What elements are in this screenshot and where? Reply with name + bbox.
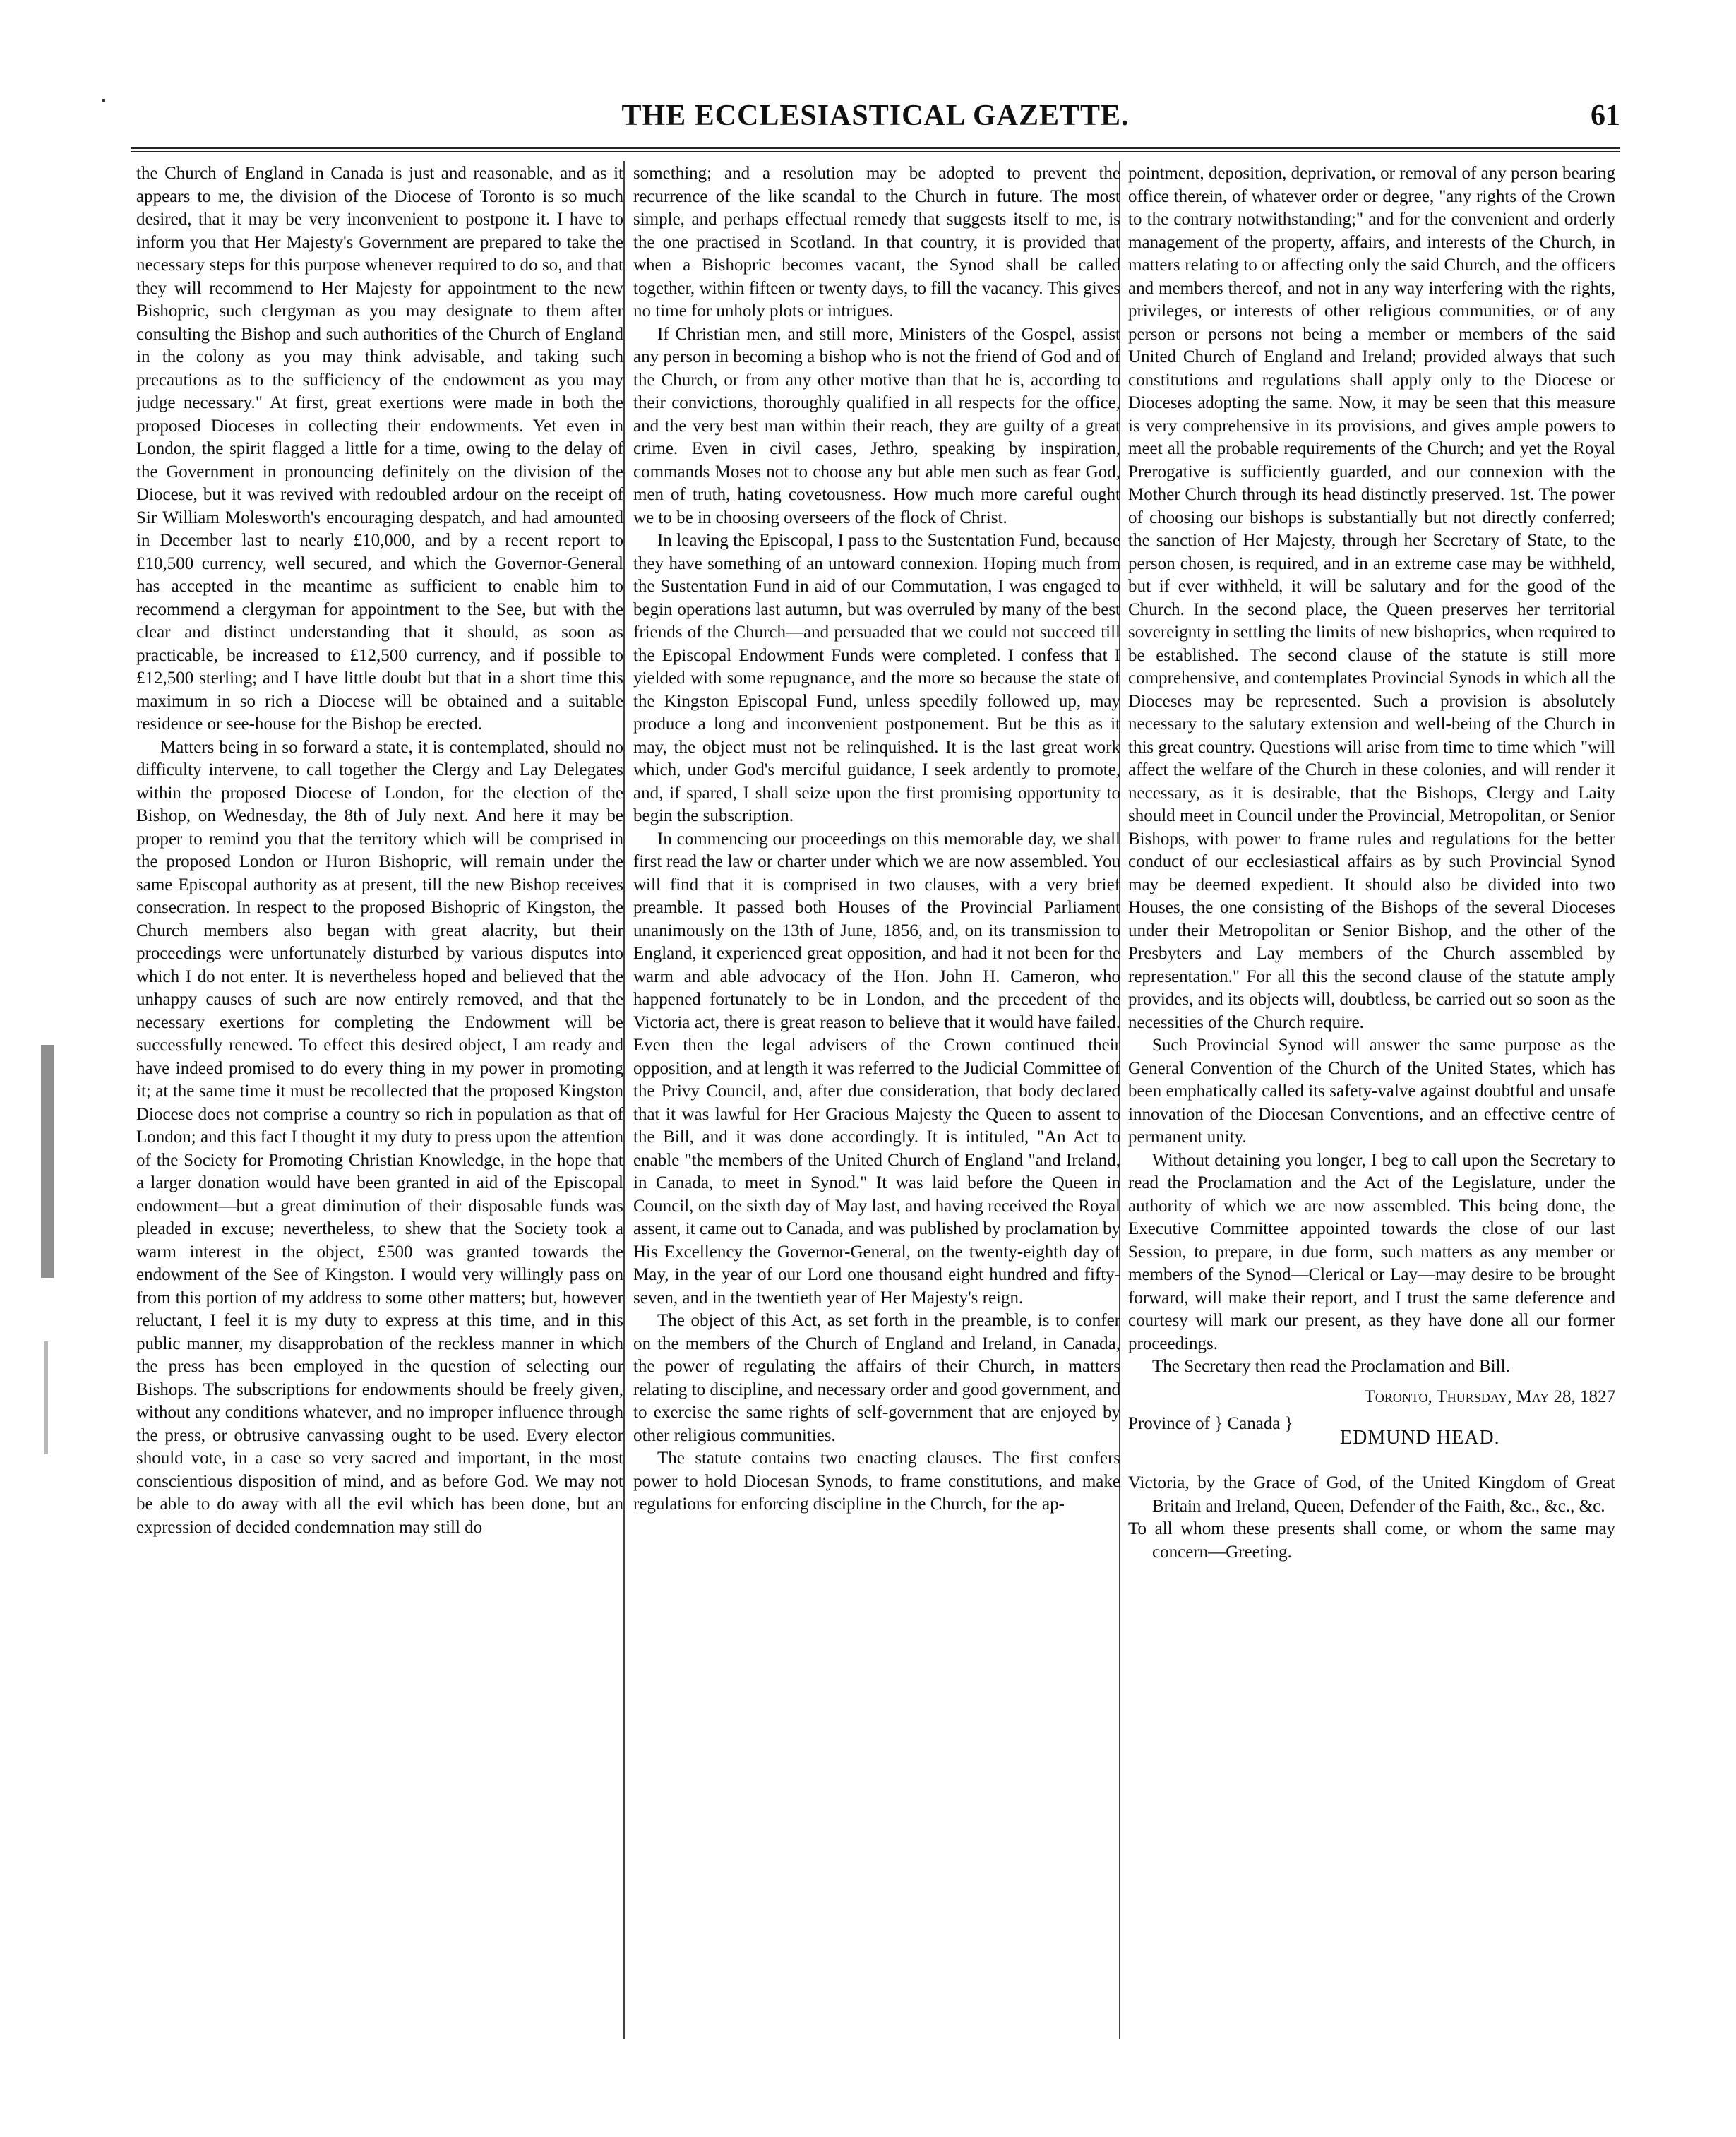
paragraph: In commencing our proceedings on this memorable day, we shall first read the law or charter under which we are now assembled. You will find that it is comprised in two clauses, with a very brief preamble. It passed both Houses of the Provincial Parliament unanimously on the 13th of June, 1856, and, on its transmission to England, it experienced great opposition, and had it not been for the warm and able advocacy of the Hon. John H. Cameron, who happened fortunately to be in London, and the precedent of the Victoria act, there is great reason to believe that it would have failed. Even then the legal advisers of the Crown continued their opposition, and at length it was referred to the Judicial Committee of the Privy Council, and, after due consideration, that body declared that it was lawful for Her Gracious Majesty the Queen to assent to the Bill, and it was done accordingly. It is intituled, "An Act to enable "the members of the United Church of England "and Ireland, in Canada, to meet in Synod." It was laid before the Queen in Council, on the sixth day of May last, and having received the Royal assent, it came out to Canada, and was published by proclamation by His Excellency the Governor-General, on the twenty-eighth day of May, in the year of our Lord one thousand eight hundred and fifty-seven, and in the twentieth year of Her Majesty's reign.: [633, 829, 1120, 1307]
paragraph: the Church of England in Canada is just and reasonable, and as it appears to me, the division of the Diocese of Toronto is so much desired, that it may be very inconvenient to postpone it. I have to inform you that Her Majesty's Government are prepared to take the necessary steps for this purpose whenever required to do so, and that they will recommend to Her Majesty for appointment to the new Bishopric, such clergyman as you may designate to them after consulting the Bishop and such authorities of the Church of England in the colony as you may think advisable, and taking such precautions as to the sufficiency of the endowment as you may judge necessary." At first, great exertions were made in both the proposed Dioceses in collecting their endowments. Yet even in London, the spirit flagged a little for a time, owing to the delay of the Government in pronouncing definitely on the division of the Diocese, but it was revived with redoubled ardour on the receipt of Sir William Molesworth's encouraging despatch, and had amounted in December last to nearly £10,000, and by a recent report to £10,500 currency, well secured, and which the Governor-General has accepted in the meantime as sufficient to enable him to recommend a clergyman for appointment to the See, but with the clear and distinct understanding that it should, as soon as practicable, be increased to £12,500 currency, and if possible to £12,500 sterling; and I have little doubt but that in a short time this maximum in so rich a Diocese will be obtained and a suitable residence or see-house for the Bishop be erected.: [136, 164, 623, 734]
scan-dot: [102, 99, 105, 102]
paragraph: The object of this Act, as set forth in the preamble, is to confer on the members of the Church of England and Ireland, in Canada, the power of regulating the affairs of their Church, in matters relating to discipline, and necessary order and good government, and to exercise the same rights of self-government that are enjoyed by other religious communities.: [633, 1311, 1120, 1445]
governor-signature: EDMUND HEAD.: [1340, 1427, 1500, 1449]
header-rule: [131, 147, 1620, 149]
page-header: [131, 99, 1620, 148]
paragraph: If Christian men, and still more, Ministers of the Gospel, assist any person in becoming a bishop who is not the friend of God and of the Church, or from any other motive than that he is, according to their convictions, thoroughly qualified in all respects for the office, and the very best man within their reach, they are guilty of a great crime. Even in civil cases, Jethro, speaking by inspiration, commands Moses not to choose any but able men such as fear God, men of truth, hating covetousness. How much more careful ought we to be in choosing overseers of the flock of Christ.: [633, 324, 1120, 527]
scan-margin-mark: [44, 1341, 48, 1454]
paragraph: Without detaining you longer, I beg to call upon the Secretary to read the Proclamation and the Act of the Legislature, under the authority of which we are now assembled. This being done, the Executive Committee appointed towards the close of our last Session, to prepare, in due form, such matters as any member or members of the Synod—Clerical or Lay—may desire to be brought forward, will make their report, and I trust the same deference and courtesy will mark our present, as they have done all our former proceedings.: [1128, 1150, 1615, 1353]
province-label: Province of } Canada }: [1128, 1414, 1293, 1433]
paragraph: The statute contains two enacting clauses. The first confers power to hold Diocesan Synods, to frame constitutions, and make regulations for enforcing discipline in the Church, for the ap-: [633, 1449, 1120, 1514]
scan-margin-mark: [41, 1045, 54, 1278]
proclamation-greeting: To all whom these presents shall come, or whom the same may concern—Greeting.: [1128, 1519, 1615, 1562]
header-rule-thin: [131, 151, 1620, 152]
paragraph: Matters being in so forward a state, it is contemplated, should no difficulty intervene, to call together the Clergy and Lay Delegates within the proposed Diocese of London, for the election of the Bishop, on Wednesday, the 8th of July next. And here it may be proper to remind you that the territory which will be comprised in the proposed London or Huron Bishopric, will remain under the same Episcopal authority as at present, till the new Bishop receives consecration. In respect to the proposed Bishopric of Kingston, the Church members also began with great alacrity, but their proceedings were unfortunately disturbed by various disputes into which I do not enter. It is nevertheless hoped and believed that the unhappy causes of such are now entirely removed, and that the necessary exertions for completing the Endowment will be successfully renewed. To effect this desired object, I am ready and have indeed promised to do every thing in my power in promoting it; at the same time it must be recollected that the proposed Kingston Diocese does not comprise a country so rich in population as that of London; and this fact I thought it my duty to press upon the attention of the Society for Promoting Christian Knowledge, in the hope that a larger donation would have been granted in aid of the Episcopal endowment—but a great diminution of their disposable funds was pleaded in excuse; nevertheless, to shew that the Society took a warm interest in the object, £500 was granted towards the endowment of the See of Kingston. I would very willingly pass on from this portion of my address to some other matters; but, however reluctant, I feel it is my duty to express at this time, and in this public manner, my disapprobation of the reckless manner in which the press has been employed in the question of selecting our Bishops. The subscriptions for endowments should be freely given, without any conditions whatever, and no improper influence through the press, or obtrusive canvassing ought to be used. Every elector should vote, in a case so very sacred and important, in the most conscientious disposition of mind, and as before God. We may not be able to do away with all the evil which has been done, but an expression of decided condemnation may still do: [136, 737, 623, 1537]
column-divider-1: [623, 161, 625, 2039]
paragraph: Such Provincial Synod will answer the same purpose as the General Convention of the Church of the United States, which has been emphatically called its safety-valve against doubtful and unsafe innovation of the Diocesan Conventions, and an effective centre of permanent unity.: [1128, 1036, 1615, 1147]
proclamation-heading: [1128, 1413, 1615, 1468]
proclamation-text: Victoria, by the Grace of God, of the United Kingdom of Great Britain and Ireland, Queen, Defender of the Faith, &c., &c., &c.: [1128, 1473, 1615, 1516]
paragraph: pointment, deposition, deprivation, or removal of any person bearing office therein, of whatever order or degree, "any rights of the Crown to the contrary notwithstanding;" and for the convenient and orderly management of the property, affairs, and interests of the Church, in matters relating to or affecting only the said Church, and the officers and members thereof, and not in any way interfering with the rights, privileges, or interests of other religious communities, or of any person or persons not being a member or members of the said United Church of England and Ireland; provided always that such constitutions and regulations shall apply only to the Diocese or Dioceses adopting the same. Now, it may be seen that this measure is very comprehensive in its provisions, and gives ample powers to meet all the probable requirements of the Church; and yet the Royal Prerogative is sufficiently guarded, and our connexion with the Mother Church through its head distinctly preserved. 1st. The power of choosing our bishops is substantially but not directly conferred; the sanction of Her Majesty, through her Secretary of State, to the person chosen, is required, and in an extreme case may be withheld, but if ever withheld, it will be salutary and for the good of the Church. In the second place, the Queen preserves her territorial sovereignty in settling the limits of new bishoprics, when required to be established. The second clause of the statute is still more comprehensive, and contemplates Provincial Synods in which all the Dioceses may be represented. Such a provision is absolutely necessary to the salutary extension and well-being of the Church in this great country. Questions will arise from time to time which "will affect the welfare of the Church in these colonies, and will render it necessary, as it is desirable, that the Bishops, Clergy and Laity should meet in Council under the Provincial, Metropolitan, or Senior Bishops, with power to frame rules and regulations for the better conduct of our ecclesiastical affairs as by such Provincial Synod may be deemed expedient. It should also be divided into two Houses, the one consisting of the Bishops of the several Dioceses under their Metropolitan or Senior Bishop, and the other of the Presbyters and Lay members of the Church assembled by representation." For all this the second clause of the statute amply provides, and its objects will, doubtless, be carried out so soon as the necessities of the Church require.: [1128, 164, 1615, 1032]
page-number: 61: [1591, 100, 1620, 132]
column-2: [633, 162, 1120, 2040]
paragraph: In leaving the Episcopal, I pass to the Sustentation Fund, because they have something of an untoward connexion. Hoping much from the Sustentation Fund in aid of our Commutation, I was engaged to begin operations last autumn, but was overruled by many of the best friends of the Church—and persuaded that we could not succeed till the Episcopal Endowment Funds were completed. I confess that I yielded with some repugnance, and the more so because the state of the Kingston Episcopal Fund, unless speedily followed up, may produce a long and inconvenient postponement. But be this as it may, the object must not be relinquished. It is the last great work which, under God's merciful guidance, I seek ardently to promote, and, if spared, I shall seize upon the first promising opportunity to begin the subscription.: [633, 531, 1120, 825]
column-1: [136, 162, 623, 2040]
proclamation-dateline: Toronto, Thursday, May 28, 1827: [1364, 1387, 1615, 1406]
column-3: [1128, 162, 1615, 2040]
newspaper-title: THE ECCLESIASTICAL GAZETTE.: [621, 100, 1130, 132]
paragraph: The Secretary then read the Proclamation and Bill.: [1152, 1357, 1510, 1376]
paragraph: something; and a resolution may be adopted to prevent the recurrence of the like scandal to the Church in future. The most simple, and perhaps effectual remedy that suggests itself to me, is the one practised in Scotland. In that country, it is provided that when a Bishopric becomes vacant, the Synod shall be called together, within fifteen or twenty days, to fill the vacancy. This gives no time for unholy plots or intrigues.: [633, 164, 1120, 321]
